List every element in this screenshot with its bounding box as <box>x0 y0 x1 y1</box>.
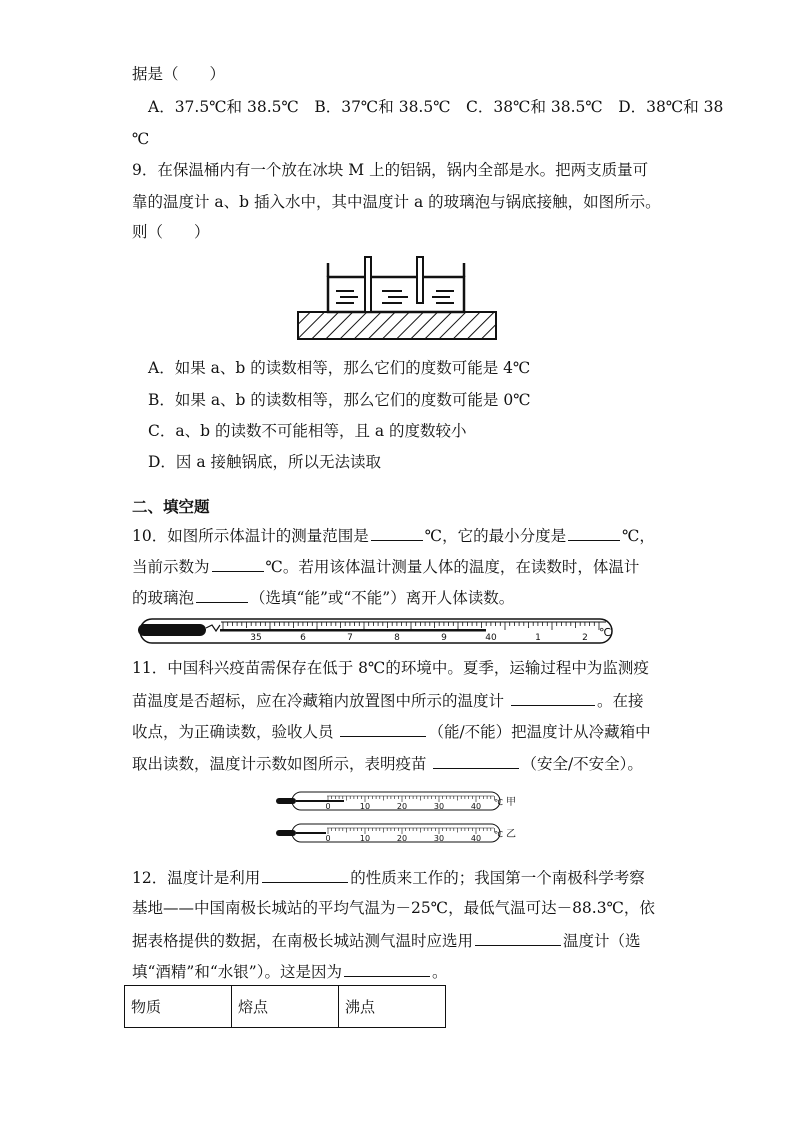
q10-scale-label-40: 40 <box>485 633 497 643</box>
q10-line1: 10．如图所示体温计的测量范围是 ℃，它的最小分度是 ℃， <box>132 524 655 546</box>
q10-scale-label-41: 1 <box>535 633 541 643</box>
q10-scale-unit: ℃ <box>599 626 612 639</box>
q10-scale-label-36: 6 <box>300 633 306 643</box>
yi-name: 乙 <box>506 829 516 840</box>
jia-label-30: 30 <box>433 802 445 811</box>
q10-scale-label-35: 35 <box>250 633 262 643</box>
q10-scale-label-38: 8 <box>394 633 400 643</box>
q10-scale-label-39: 9 <box>441 633 447 643</box>
table-header-row <box>125 986 446 1028</box>
q9-option-c: C．a、b 的读数不可能相等，且 a 的度数较小 <box>148 422 467 440</box>
q10-blank-range <box>371 524 423 541</box>
thermometer-jia <box>276 792 516 811</box>
yi-label-0: 0 <box>325 834 331 843</box>
q11-line3: 收点，为正确读数，验收人员 （能/不能）把温度计从冷藏箱中 <box>132 720 651 742</box>
q11-line1: 11．中国科兴疫苗需保存在低于 8℃的环境中。夏季，运输过程中为监测疫 <box>132 659 649 677</box>
q11-line4: 取出读数，温度计示数如图所示，表明疫苗 （安全/不安全）。 <box>132 752 643 774</box>
q12-line4: 填“酒精”和“水银”）。这是因为 。 <box>132 960 447 982</box>
q10-blank-reading <box>212 555 264 572</box>
q9-option-a: A．如果 a、b 的读数相等，那么它们的度数可能是 4℃ <box>148 359 531 377</box>
q8-options-tail: ℃ <box>132 130 150 148</box>
thermometer-b <box>417 257 423 303</box>
q9-stem-line2: 靠的温度计 a、b 插入水中，其中温度计 a 的玻璃泡与锅底接触，如图所示。 <box>132 193 661 211</box>
q11-blank-which <box>511 689 595 706</box>
q10-scale-label-42: 2 <box>582 633 588 643</box>
table-header-boiling-point: 沸点 <box>339 986 446 1028</box>
thermometer-a <box>365 257 371 312</box>
q10-scale-label-37: 7 <box>347 633 353 643</box>
q9-stem-line1: 9．在保温桶内有一个放在冰块 M 上的铝锅，锅内全部是水。把两支质量可 <box>132 161 649 179</box>
q12-blank-choice <box>475 929 561 946</box>
q12-substance-table <box>124 985 446 1028</box>
jia-label-0: 0 <box>325 802 331 811</box>
section-title: 二、填空题 <box>132 498 210 516</box>
q8-tail: 据是（ ） <box>132 65 226 83</box>
jia-name: 甲 <box>506 797 516 808</box>
q10-blank-bulb <box>196 586 248 603</box>
q11-blank-canread <box>340 720 426 737</box>
jia-unit: ℃ <box>494 798 503 807</box>
q12-line3: 据表格提供的数据，在南极长城站测气温时应选用 温度计（选 <box>132 929 641 951</box>
yi-label-30: 30 <box>433 834 445 843</box>
q12-blank-principle <box>262 866 348 883</box>
table-header-melting-point: 熔点 <box>232 986 339 1028</box>
yi-label-20: 20 <box>396 834 408 843</box>
q9-figure-pot-on-ice <box>296 255 498 341</box>
q10-line3: 的玻璃泡 （选填“能”或“不能”）离开人体读数。 <box>132 586 514 608</box>
q12-blank-reason <box>344 960 430 977</box>
q10-line2: 当前示数为 ℃。若用该体温计测量人体的温度，在读数时，体温计 <box>132 555 639 577</box>
table-header-substance: 物质 <box>125 986 232 1028</box>
yi-label-10: 10 <box>359 834 371 843</box>
q11-line2: 苗温度是否超标，应在冷藏箱内放置图中所示的温度计 。在接 <box>132 689 643 711</box>
thermometer-yi <box>276 824 516 843</box>
yi-unit: ℃ <box>494 830 503 839</box>
q12-line2: 基地——中国南极长城站的平均气温为－25℃，最低气温可达－88.3℃，依 <box>132 899 655 917</box>
jia-label-10: 10 <box>359 802 371 811</box>
q10-blank-division <box>568 524 620 541</box>
jia-label-20: 20 <box>396 802 408 811</box>
q8-options: A．37.5℃和 38.5℃ B．37℃和 38.5℃ C．38℃和 38.5℃ D．38℃和 38 <box>148 98 724 116</box>
q11-thermometers <box>272 788 522 852</box>
q9-stem-line3: 则（ ） <box>132 223 210 241</box>
q11-blank-safe <box>433 752 519 769</box>
yi-label-40: 40 <box>470 834 482 843</box>
q10-clinical-thermometer <box>136 615 620 647</box>
q12-line1: 12．温度计是利用 的性质来工作的；我国第一个南极科学考察 <box>132 866 645 888</box>
q9-option-b: B．如果 a、b 的读数相等，那么它们的度数可能是 0℃ <box>148 391 531 409</box>
jia-label-40: 40 <box>470 802 482 811</box>
q9-option-d: D．因 a 接触锅底，所以无法读取 <box>148 453 382 471</box>
